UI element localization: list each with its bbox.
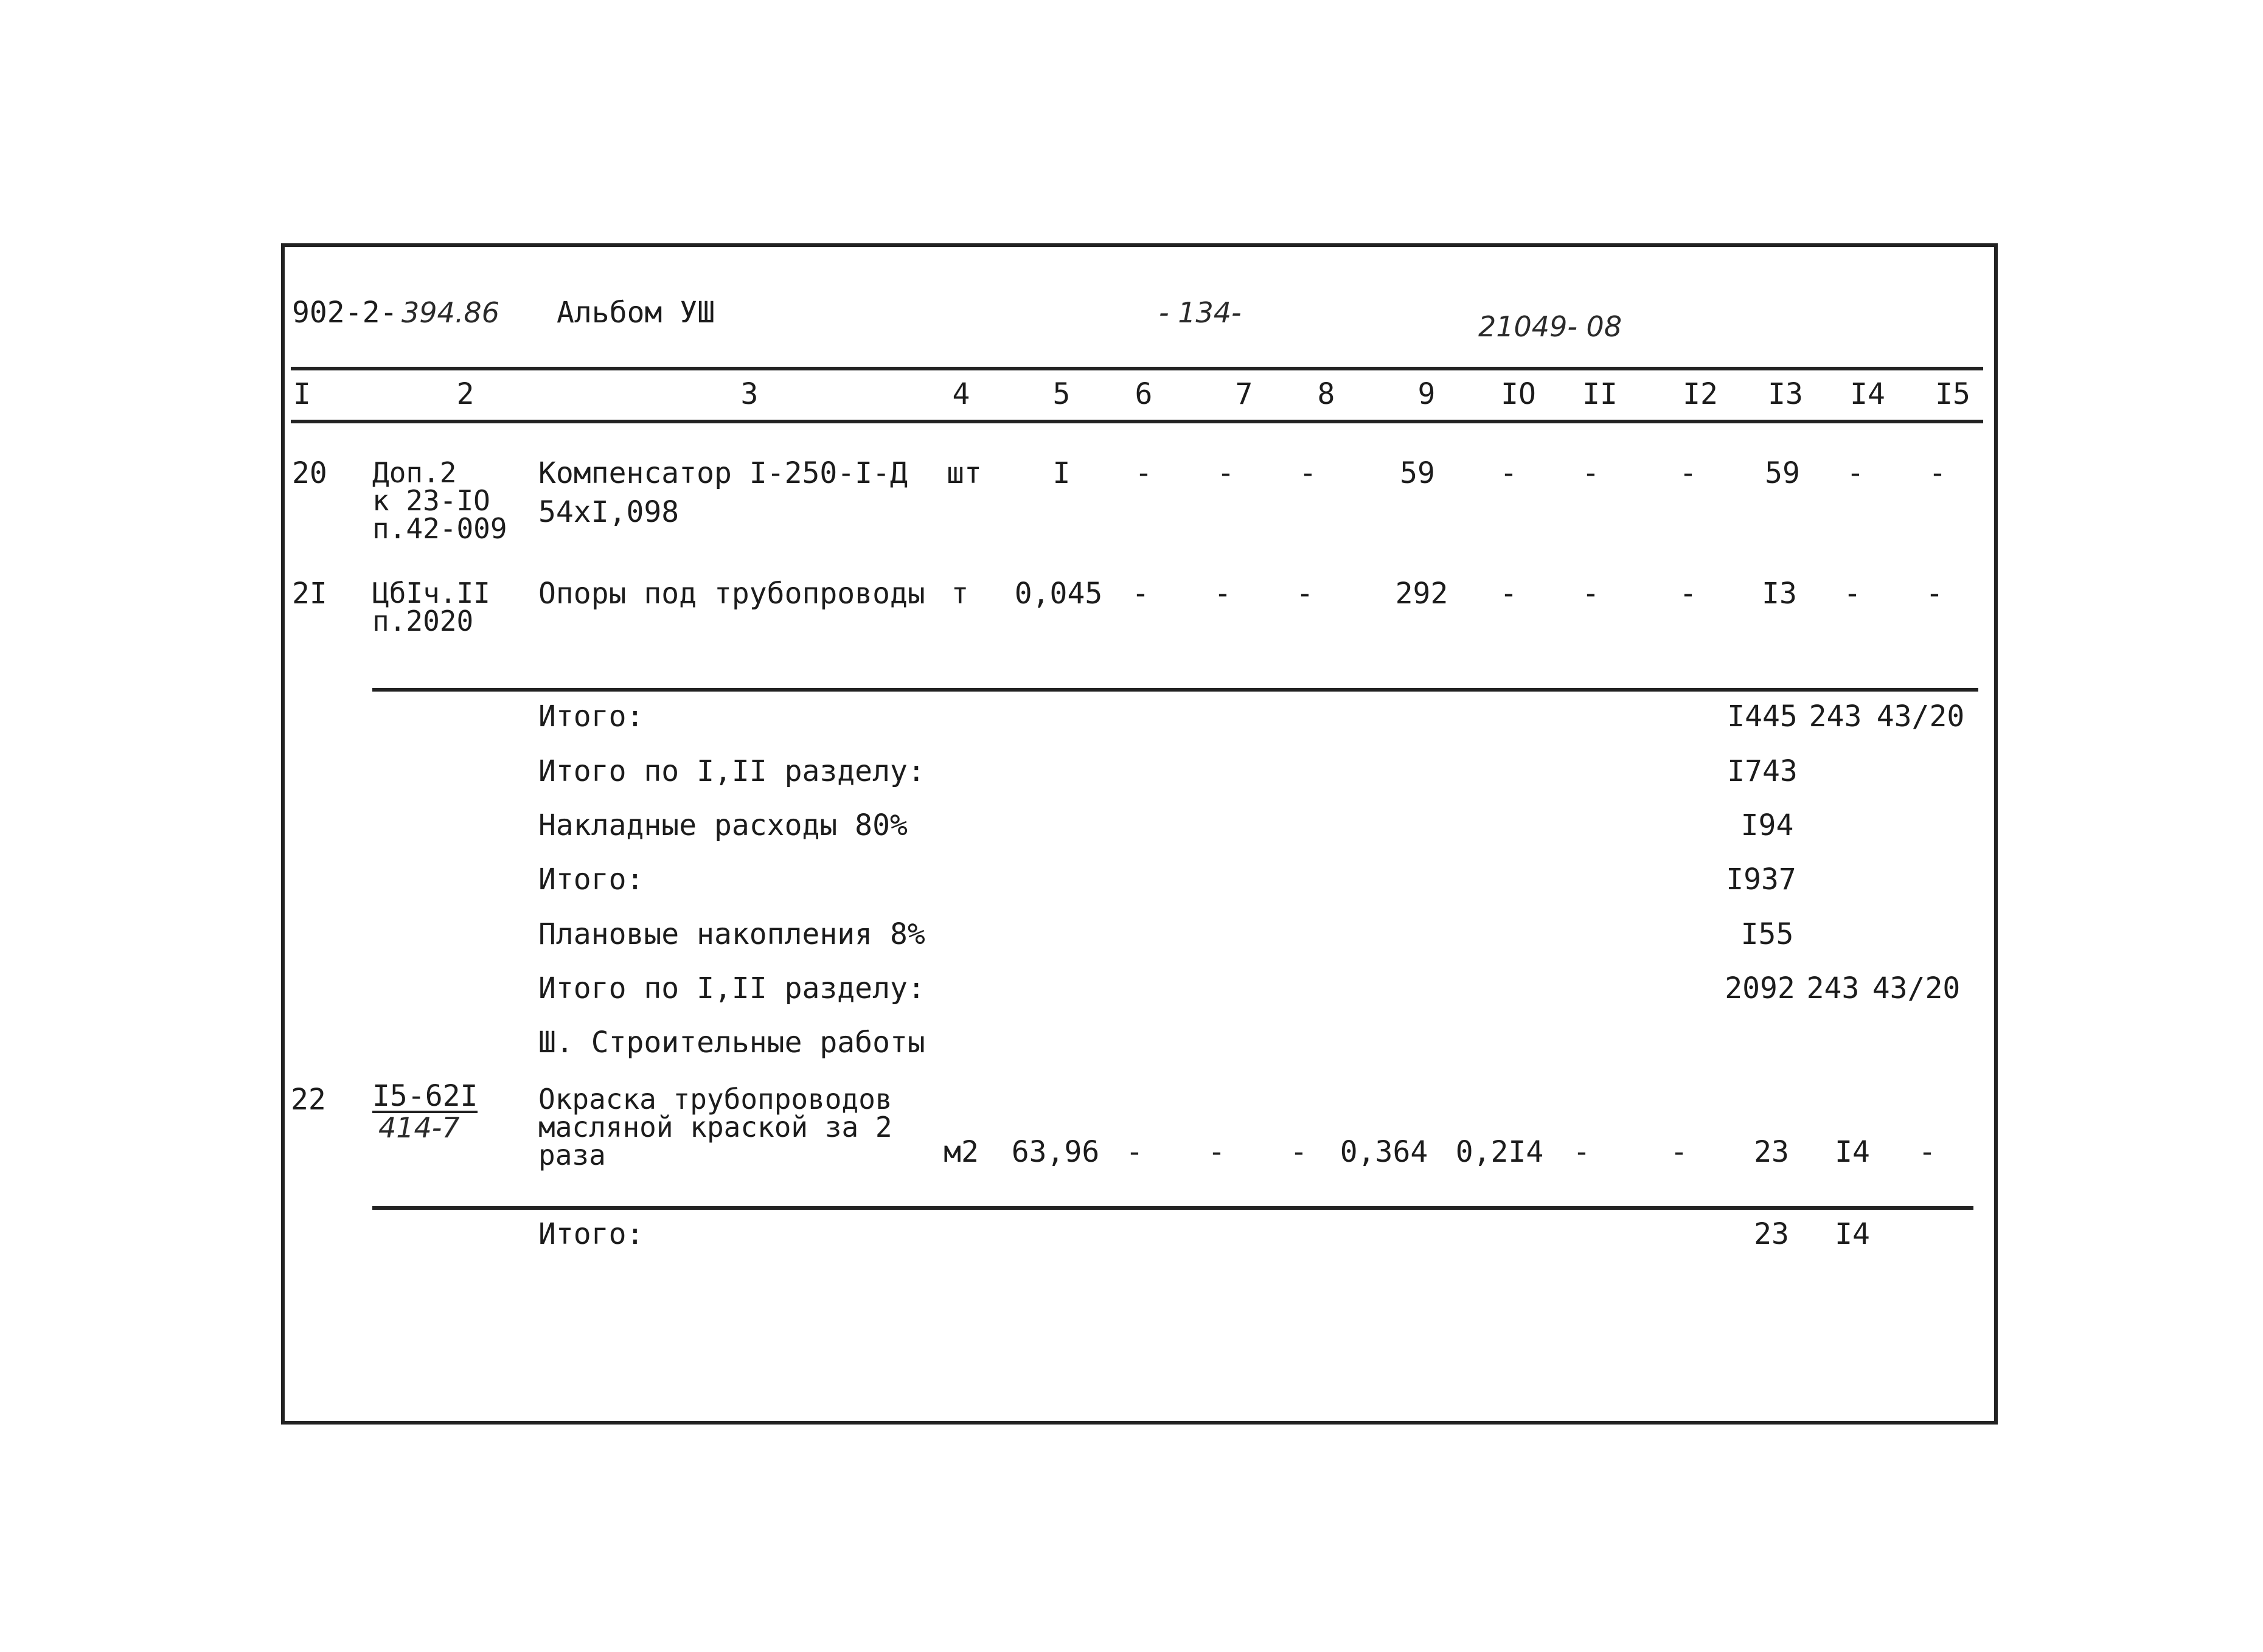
row-number: 2I: [292, 577, 327, 611]
inventory-number: 21049- 08: [1478, 310, 1622, 343]
summary-c15: 43/20: [1876, 699, 1965, 734]
summary-c14: 243: [1806, 971, 1860, 1005]
col-12: I2: [1683, 377, 1718, 411]
page-number: - 134-: [1159, 296, 1242, 329]
summary-c13: I55: [1740, 917, 1794, 951]
row-c15: -: [1925, 577, 1944, 611]
section-title: Ш. Строительные работы: [538, 1026, 925, 1060]
summary-label: Итого по I,II разделу:: [538, 754, 925, 788]
row-c10: -: [1500, 456, 1518, 490]
row-number: 22: [291, 1083, 326, 1117]
row-c13: I3: [1762, 577, 1797, 611]
row-c10: 0,2I4: [1455, 1135, 1544, 1169]
col-10: IO: [1501, 377, 1536, 411]
row-name: Окраска трубопроводов: [538, 1083, 892, 1116]
row-c5: 63,96: [1011, 1135, 1100, 1169]
row-c11: -: [1582, 456, 1600, 490]
row-c14: -: [1843, 577, 1861, 611]
col-13: I3: [1768, 377, 1803, 411]
row-basis: к 23-IO: [372, 484, 490, 517]
row-c12: -: [1679, 456, 1697, 490]
final-total-c13: 23: [1754, 1217, 1789, 1251]
summary-c13: I743: [1727, 754, 1798, 788]
row-number: 20: [292, 456, 327, 490]
final-total-label: Итого:: [538, 1217, 644, 1251]
header-rule-bottom: [291, 420, 1983, 423]
row-name: 54xI,098: [538, 495, 680, 529]
summary-c15: 43/20: [1872, 971, 1961, 1005]
row-c10: -: [1500, 577, 1518, 611]
row-name: Опоры под трубопроводы: [538, 577, 925, 611]
summary-label: Итого:: [538, 699, 644, 734]
row-c7: -: [1214, 577, 1232, 611]
final-total-c14: I4: [1835, 1217, 1870, 1251]
row-c6: -: [1132, 577, 1150, 611]
summary-c13: I445: [1727, 699, 1798, 734]
row-name: масляной краской за 2: [538, 1111, 892, 1144]
row-basis: п.42-009: [372, 512, 507, 545]
row-c9: 292: [1395, 577, 1448, 611]
row-unit: т: [951, 577, 969, 611]
row-c11: -: [1582, 577, 1600, 611]
row-c6: -: [1135, 456, 1153, 490]
summary-label: Плановые накопления 8%: [538, 917, 925, 951]
row-c13: 59: [1765, 456, 1800, 490]
row-unit: шт: [947, 456, 982, 490]
album-title: Альбом УШ: [557, 296, 715, 330]
row-basis: п.2020: [372, 605, 474, 637]
row-c15: -: [1928, 456, 1947, 490]
col-4: 4: [952, 377, 970, 411]
row-name: раза: [538, 1139, 606, 1171]
row-c7: -: [1217, 456, 1235, 490]
col-6: 6: [1135, 377, 1153, 411]
row-c12: -: [1679, 577, 1697, 611]
row-c14: -: [1846, 456, 1865, 490]
summary-c13: 2092: [1725, 971, 1795, 1005]
summary-label: Накладные расходы 80%: [538, 808, 908, 842]
col-1: I: [293, 377, 311, 411]
row-c14: I4: [1835, 1135, 1870, 1169]
row-c13: 23: [1754, 1135, 1789, 1169]
row-unit: м2: [944, 1135, 979, 1169]
summary-c14: 243: [1809, 699, 1862, 734]
row-c7: -: [1208, 1135, 1226, 1169]
doc-code-handwritten: 394.86: [401, 296, 499, 329]
col-2: 2: [456, 377, 474, 411]
row-c6: -: [1125, 1135, 1144, 1169]
subtotal-rule: [372, 688, 1978, 692]
row-c9: 0,364: [1340, 1135, 1428, 1169]
col-8: 8: [1317, 377, 1335, 411]
row-c15: -: [1918, 1135, 1936, 1169]
final-rule: [372, 1206, 1973, 1210]
row-c9: 59: [1400, 456, 1435, 490]
row-basis: I5-62I: [372, 1079, 478, 1113]
col-7: 7: [1235, 377, 1253, 411]
col-14: I4: [1850, 377, 1885, 411]
row-c8: -: [1299, 456, 1317, 490]
col-9: 9: [1417, 377, 1436, 411]
row-basis-handwritten: 414-7: [378, 1111, 460, 1144]
summary-c13: I937: [1726, 862, 1796, 897]
col-15: I5: [1935, 377, 1970, 411]
col-3: 3: [740, 377, 759, 411]
summary-c13: I94: [1740, 808, 1794, 842]
doc-code: 902-2-: [292, 296, 398, 330]
row-name: Компенсатор I-250-I-Д: [538, 456, 908, 490]
summary-label: Итого по I,II разделу:: [538, 971, 925, 1005]
header-rule-top: [291, 367, 1983, 370]
row-basis: ЦбIч.II: [372, 577, 490, 609]
row-c11: -: [1573, 1135, 1591, 1169]
row-c5: 0,045: [1014, 577, 1103, 611]
row-basis: Доп.2: [372, 456, 457, 489]
col-11: II: [1582, 377, 1618, 411]
col-5: 5: [1052, 377, 1071, 411]
row-c8: -: [1290, 1135, 1308, 1169]
row-c12: -: [1670, 1135, 1688, 1169]
row-c8: -: [1296, 577, 1314, 611]
row-c5: I: [1052, 456, 1071, 490]
summary-label: Итого:: [538, 862, 644, 897]
